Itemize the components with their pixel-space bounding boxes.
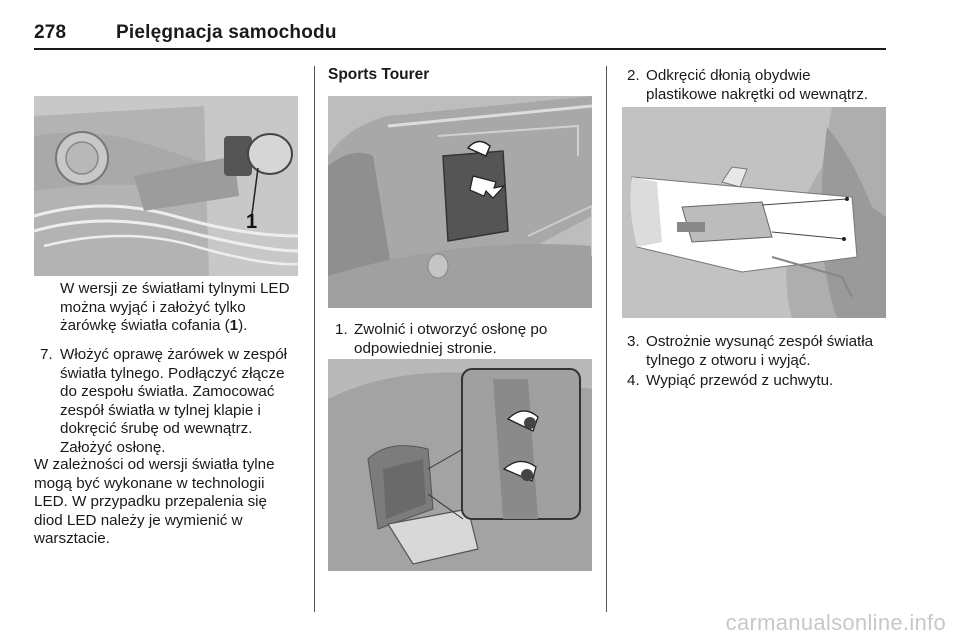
step-line: Zwolnić i otworzyć osłonę po xyxy=(354,321,548,338)
paragraph-line: mogą być wykonane w technologii xyxy=(34,474,265,492)
step-line: Założyć osłonę. xyxy=(60,438,166,456)
step-line: Wypiąć przewód z uchwytu. xyxy=(646,372,834,389)
column-divider xyxy=(314,66,315,612)
section-title: Sports Tourer xyxy=(328,66,430,83)
step-line: tylnego z otworu i wyjąć. xyxy=(646,351,811,369)
led-note-line: żarówkę światła cofania (1). xyxy=(60,317,248,335)
paragraph-line: diod LED należy je wymienić w xyxy=(34,511,243,529)
step-number: 4. xyxy=(627,372,640,389)
step-number: 2. xyxy=(627,67,640,84)
callout-1: 1 xyxy=(246,211,258,233)
led-paragraph xyxy=(34,456,304,549)
step-line: odpowiedniej stronie. xyxy=(354,339,497,357)
step-number: 7. xyxy=(40,346,53,363)
step-line: Odkręcić dłonią obydwie xyxy=(646,67,811,84)
page-number: 278 xyxy=(34,22,67,43)
step-line: do zespołu światła. Zamocować xyxy=(60,383,275,401)
led-note xyxy=(60,280,304,336)
led-note-line: można wyjąć i założyć tylko xyxy=(60,298,246,316)
cargo-cover-illustration xyxy=(328,96,592,308)
column-divider xyxy=(606,66,607,612)
step-line: dokręcić śrubę od wewnątrz. xyxy=(60,420,253,438)
page-title: Pielęgnacja samochodu xyxy=(116,22,337,43)
led-note-line: W wersji ze światłami tylnymi LED xyxy=(60,280,290,297)
bulb-holder-illustration xyxy=(34,96,298,276)
step-line: zespół światła w tylnej klapie i xyxy=(60,401,261,419)
taillight-assembly-illustration xyxy=(622,107,886,318)
step-line: Ostrożnie wysunąć zespół światła xyxy=(646,333,874,350)
paragraph-line: W zależności od wersji światła tylne xyxy=(34,456,275,473)
watermark: carmanualsonline.info xyxy=(725,610,946,635)
step-number: 3. xyxy=(627,333,640,350)
step-number: 1. xyxy=(335,321,348,338)
paragraph-line: warsztacie. xyxy=(34,530,110,548)
cover-nuts-illustration xyxy=(328,359,592,571)
paragraph-line: LED. W przypadku przepalenia się xyxy=(34,493,267,511)
page-header xyxy=(34,22,337,44)
step-line: światła tylnego. Podłączyć złącze xyxy=(60,364,285,382)
header-rule xyxy=(34,48,886,50)
step-line: Włożyć oprawę żarówek w zespół xyxy=(60,346,288,363)
step-line: plastikowe nakrętki od wewnątrz. xyxy=(646,85,869,103)
